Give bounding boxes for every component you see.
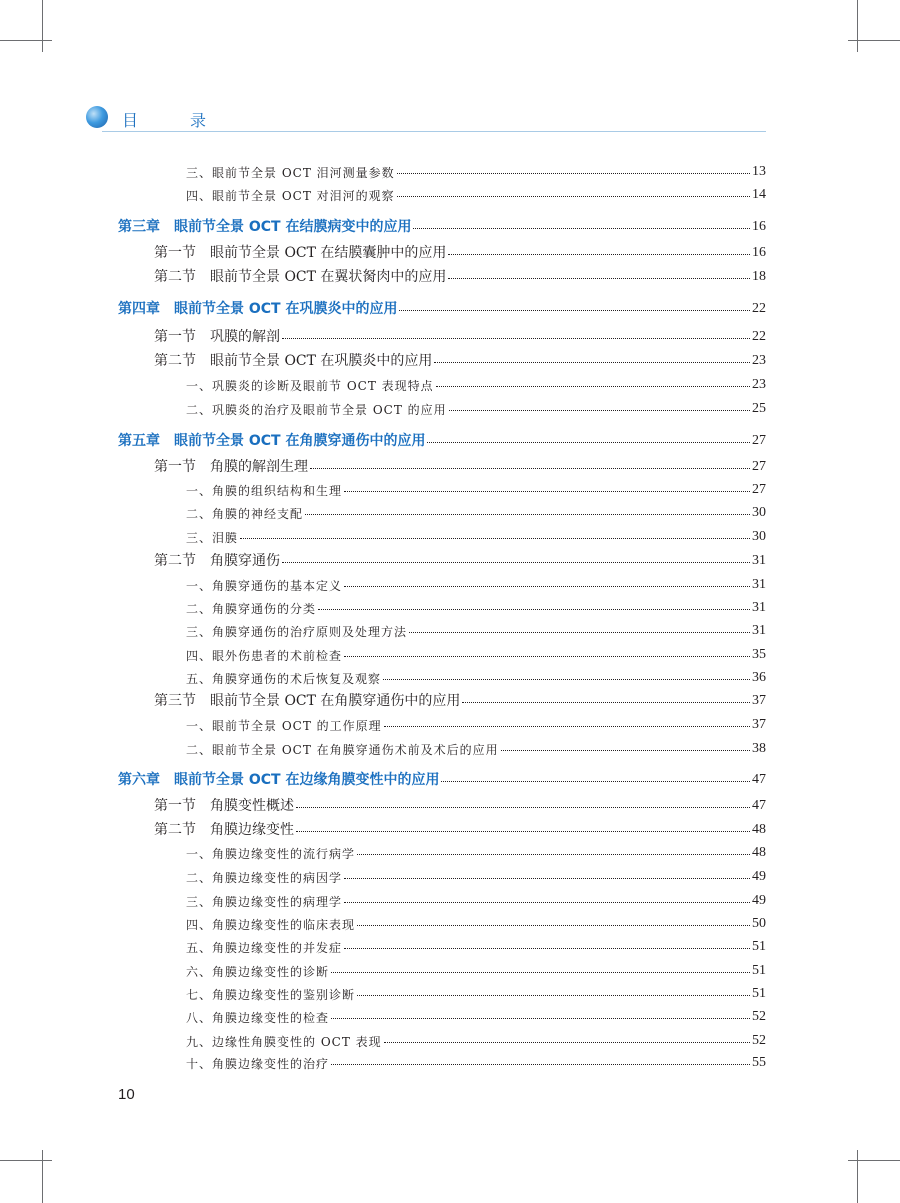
- dot-leader: [436, 386, 750, 387]
- toc-entry-page: 23: [752, 353, 766, 368]
- toc-entry-title: 四、角膜边缘变性的临床表现: [186, 918, 356, 932]
- toc-subsection-entry[interactable]: [186, 640, 766, 662]
- toc-entry-title: 第二节 角膜穿通伤: [154, 553, 280, 569]
- toc-entry-page: 30: [752, 529, 766, 544]
- toc-entry-title: 七、角膜边缘变性的鉴别诊断: [186, 988, 356, 1002]
- dot-leader: [448, 254, 750, 255]
- toc-subsection-entry[interactable]: [186, 498, 766, 520]
- toc-entry-page: 51: [752, 963, 766, 978]
- dot-leader: [462, 702, 750, 703]
- dot-leader: [357, 854, 750, 855]
- dot-leader: [344, 656, 750, 657]
- toc-subsection-entry[interactable]: [186, 663, 766, 685]
- toc-entry-page: 27: [752, 433, 766, 448]
- dot-leader: [413, 228, 750, 229]
- toc-entry-title: 四、眼外伤患者的术前检查: [186, 649, 343, 663]
- toc-entry-page: 47: [752, 772, 766, 787]
- toc-subsection-entry[interactable]: [186, 180, 766, 202]
- toc-entry-page: 16: [752, 219, 766, 234]
- toc-entry-title: 第五章 眼前节全景 OCT 在角膜穿通伤中的应用: [118, 433, 426, 449]
- toc-subsection-entry[interactable]: [186, 862, 766, 884]
- dot-leader: [331, 1064, 750, 1065]
- toc-section-entry[interactable]: [154, 238, 766, 260]
- dot-leader: [397, 196, 750, 197]
- dot-leader: [357, 925, 750, 926]
- toc-entry-title: 第一节 眼前节全景 OCT 在结膜囊肿中的应用: [154, 245, 447, 261]
- dot-leader: [318, 609, 750, 610]
- toc-section-entry[interactable]: [154, 346, 766, 368]
- toc-entry-page: 51: [752, 986, 766, 1001]
- toc-section-entry[interactable]: [154, 791, 766, 813]
- toc-entry-page: 27: [752, 459, 766, 474]
- toc-chapter-entry[interactable]: [118, 426, 766, 448]
- toc-entry-page: 52: [752, 1033, 766, 1048]
- toc-entry-page: 37: [752, 693, 766, 708]
- toc-chapter-entry[interactable]: [118, 294, 766, 316]
- toc-subsection-entry[interactable]: [186, 157, 766, 179]
- toc-entry-title: 第一节 巩膜的解剖: [154, 329, 280, 345]
- dot-leader: [399, 310, 750, 311]
- dot-leader: [310, 468, 750, 469]
- toc-entry-title: 十、角膜边缘变性的治疗: [186, 1057, 330, 1071]
- toc-entry-page: 16: [752, 245, 766, 260]
- toc-entry-title: 第三章 眼前节全景 OCT 在结膜病变中的应用: [118, 219, 412, 235]
- dot-leader: [282, 562, 750, 563]
- toc-entry-page: 38: [752, 741, 766, 756]
- toc-entry-title: 三、泪膜: [186, 531, 239, 545]
- toc-entry-title: 二、巩膜炎的治疗及眼前节全景 OCT 的应用: [186, 403, 447, 417]
- toc-entry-title: 二、角膜的神经支配: [186, 507, 304, 521]
- toc-entry-page: 37: [752, 717, 766, 732]
- toc-entry-page: 22: [752, 329, 766, 344]
- toc-entry-title: 第三节 眼前节全景 OCT 在角膜穿通伤中的应用: [154, 693, 461, 709]
- toc-subsection-entry[interactable]: [186, 616, 766, 638]
- toc-entry-title: 二、角膜边缘变性的病因学: [186, 871, 343, 885]
- dot-leader: [344, 878, 750, 879]
- toc-subsection-entry[interactable]: [186, 932, 766, 954]
- dot-leader: [427, 442, 750, 443]
- toc-entry-title: 六、角膜边缘变性的诊断: [186, 965, 330, 979]
- toc-section-entry[interactable]: [154, 262, 766, 284]
- toc-subsection-entry[interactable]: [186, 1048, 766, 1070]
- toc-subsection-entry[interactable]: [186, 475, 766, 497]
- dot-leader: [344, 902, 750, 903]
- toc-entry-title: 一、巩膜炎的诊断及眼前节 OCT 表现特点: [186, 379, 434, 393]
- toc-entry-title: 第四章 眼前节全景 OCT 在巩膜炎中的应用: [118, 301, 398, 317]
- toc-entry-page: 13: [752, 164, 766, 179]
- toc-subsection-entry[interactable]: [186, 956, 766, 978]
- toc-entry-page: 48: [752, 822, 766, 837]
- dot-leader: [383, 679, 750, 680]
- toc-subsection-entry[interactable]: [186, 370, 766, 392]
- toc-subsection-entry[interactable]: [186, 979, 766, 1001]
- toc-entry-title: 一、角膜边缘变性的流行病学: [186, 847, 356, 861]
- toc-entry-title: 三、眼前节全景 OCT 泪河测量参数: [186, 166, 395, 180]
- toc-subsection-entry[interactable]: [186, 570, 766, 592]
- dot-leader: [344, 491, 750, 492]
- page-number: 10: [118, 1086, 135, 1103]
- dot-leader: [449, 410, 750, 411]
- toc-entry-title: 第一节 角膜变性概述: [154, 798, 294, 814]
- dot-leader: [409, 632, 750, 633]
- toc-entry-page: 25: [752, 401, 766, 416]
- toc-entry-page: 35: [752, 647, 766, 662]
- toc-entry-title: 一、眼前节全景 OCT 的工作原理: [186, 719, 382, 733]
- dot-leader: [296, 831, 750, 832]
- toc-subsection-entry[interactable]: [186, 838, 766, 860]
- toc-entry-title: 八、角膜边缘变性的检查: [186, 1011, 330, 1025]
- toc-section-entry[interactable]: [154, 452, 766, 474]
- toc-entry-page: 51: [752, 939, 766, 954]
- toc-subsection-entry[interactable]: [186, 909, 766, 931]
- toc-entry-title: 三、角膜边缘变性的病理学: [186, 895, 343, 909]
- dot-leader: [296, 807, 750, 808]
- toc-entry-title: 第二节 眼前节全景 OCT 在翼状胬肉中的应用: [154, 269, 447, 285]
- toc-entry-page: 47: [752, 798, 766, 813]
- toc-section-entry[interactable]: [154, 686, 766, 708]
- toc-entry-page: 49: [752, 869, 766, 884]
- toc-entry-title: 二、眼前节全景 OCT 在角膜穿通伤术前及术后的应用: [186, 743, 499, 757]
- toc-entry-page: 31: [752, 553, 766, 568]
- toc-section-entry[interactable]: [154, 815, 766, 837]
- dot-leader: [501, 750, 750, 751]
- toc-subsection-entry[interactable]: [186, 886, 766, 908]
- toc-subsection-entry[interactable]: [186, 394, 766, 416]
- toc-chapter-entry[interactable]: [118, 212, 766, 234]
- toc-entry-page: 27: [752, 482, 766, 497]
- toc-entry-page: 31: [752, 623, 766, 638]
- toc-entry-title: 一、角膜的组织结构和生理: [186, 484, 343, 498]
- toc-entry-title: 五、角膜穿通伤的术后恢复及观察: [186, 672, 382, 686]
- toc-entry-page: 36: [752, 670, 766, 685]
- dot-leader: [331, 1018, 750, 1019]
- dot-leader: [434, 362, 750, 363]
- toc-subsection-entry[interactable]: [186, 593, 766, 615]
- toc-entry-page: 49: [752, 893, 766, 908]
- toc-subsection-entry[interactable]: [186, 734, 766, 756]
- dot-leader: [331, 972, 750, 973]
- header-title: 目 录: [122, 111, 225, 130]
- toc-entry-page: 23: [752, 377, 766, 392]
- toc-entry-page: 52: [752, 1009, 766, 1024]
- dot-leader: [441, 781, 750, 782]
- toc-section-entry[interactable]: [154, 322, 766, 344]
- toc-entry-title: 一、角膜穿通伤的基本定义: [186, 579, 343, 593]
- toc-entry-title: 二、角膜穿通伤的分类: [186, 602, 317, 616]
- toc-entry-page: 31: [752, 600, 766, 615]
- toc-entry-title: 三、角膜穿通伤的治疗原则及处理方法: [186, 625, 408, 639]
- toc-entry-page: 18: [752, 269, 766, 284]
- toc-entry-page: 50: [752, 916, 766, 931]
- toc-entry-title: 第六章 眼前节全景 OCT 在边缘角膜变性中的应用: [118, 772, 440, 788]
- toc-subsection-entry[interactable]: [186, 710, 766, 732]
- toc-entry-page: 14: [752, 187, 766, 202]
- toc-entry-page: 22: [752, 301, 766, 316]
- dot-leader: [344, 586, 750, 587]
- toc-entry-page: 55: [752, 1055, 766, 1070]
- dot-leader: [357, 995, 750, 996]
- dot-leader: [282, 338, 750, 339]
- toc-subsection-entry[interactable]: [186, 522, 766, 544]
- toc-entry-page: 48: [752, 845, 766, 860]
- dot-leader: [384, 1042, 750, 1043]
- dot-leader: [448, 278, 750, 279]
- toc-entry-page: 30: [752, 505, 766, 520]
- toc-subsection-entry[interactable]: [186, 1026, 766, 1048]
- dot-leader: [384, 726, 750, 727]
- toc-entry-title: 第一节 角膜的解剖生理: [154, 459, 308, 475]
- dot-leader: [240, 538, 750, 539]
- dot-leader: [305, 514, 750, 515]
- toc-subsection-entry[interactable]: [186, 1002, 766, 1024]
- toc-entry-title: 九、边缘性角膜变性的 OCT 表现: [186, 1035, 382, 1049]
- toc-entry-page: 31: [752, 577, 766, 592]
- toc-chapter-entry[interactable]: [118, 765, 766, 787]
- dot-leader: [397, 173, 750, 174]
- toc-entry-title: 第二节 角膜边缘变性: [154, 822, 294, 838]
- toc-entry-title: 五、角膜边缘变性的并发症: [186, 941, 343, 955]
- toc-section-entry[interactable]: [154, 546, 766, 568]
- dot-leader: [344, 948, 750, 949]
- toc-entry-title: 第二节 眼前节全景 OCT 在巩膜炎中的应用: [154, 353, 433, 369]
- toc-entry-title: 四、眼前节全景 OCT 对泪河的观察: [186, 189, 395, 203]
